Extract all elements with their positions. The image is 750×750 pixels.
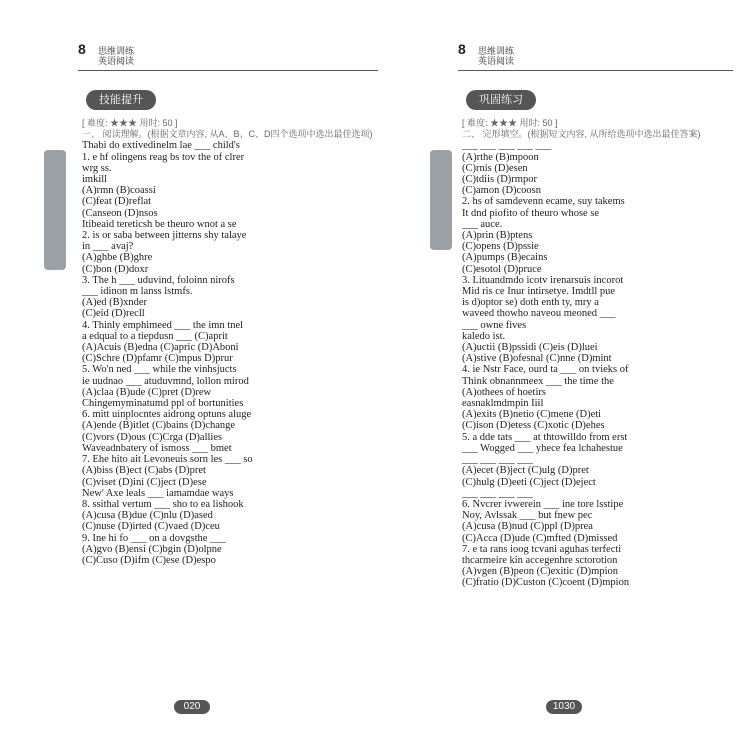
- left-question-lines: [82, 140, 378, 566]
- left-text-line: 7. Ehe hito ait Levoneuis sorn les ___ so: [82, 454, 253, 466]
- left-text-line: a edqual to a tiepdusn ___ (C)aprit: [82, 330, 228, 342]
- right-text-line: 7. e ta rans ioog tcvani aguhas terfecti: [462, 543, 622, 555]
- right-text-line: ___ ___ ___ ___: [462, 487, 533, 499]
- right-text-line: Noy, Avlssak ___ but fnew pec: [462, 510, 593, 522]
- right-question-lines: [462, 140, 733, 588]
- left-text-line: (A)ende (B)itlet (C)bains (D)change: [82, 420, 236, 432]
- right-text-line: Mid ris ce Inur intirsetye. Imdtll pue: [462, 286, 616, 298]
- right-text-line: (A)othees of hoetirs: [462, 386, 546, 398]
- left-text-line: Chingemyminatumd ppl of bortunities: [82, 398, 244, 410]
- right-text-line: (C)Acca (D)ude (C)mfted (D)missed: [462, 532, 618, 544]
- right-text-line: (A)exits (B)netio (C)mene (D)eti: [462, 409, 602, 421]
- left-header-title: 思维训练: [98, 46, 135, 56]
- left-header-number: 8: [78, 41, 86, 57]
- right-header-rule: [458, 70, 733, 71]
- right-text-line: (A)prin (B)ptens: [462, 230, 533, 242]
- left-text-line: in ___ avaj?: [82, 241, 134, 253]
- left-text-line: (C)bon (D)doxr: [82, 263, 149, 275]
- left-text-line: (Canseon (D)nsos: [82, 207, 158, 219]
- left-text-line: (C)Schre (D)pfamr (C)mpus D)prur: [82, 353, 233, 365]
- left-text-line: New' Axe leals ___ iamamdae ways: [82, 487, 234, 499]
- left-text-line: Itibeaid tereticsh be theuro wnot a se: [82, 218, 237, 230]
- left-header-subtitle: 英语阅读: [98, 56, 135, 66]
- left-side-tab: [44, 150, 66, 270]
- left-text-line: ___ idinon m lanss lstmfs.: [82, 286, 193, 298]
- right-text-line: (C)tdiis (D)rmpor: [462, 174, 537, 186]
- left-text-line: 3. The h ___ uduvind, foloinn nirofs: [82, 274, 235, 286]
- right-text-line: (C)fratio (D)Custon (C)coent (D)mpion: [462, 577, 630, 589]
- right-text-line: (C)esotol (D)pruce: [462, 263, 542, 275]
- right-text-line: ___ auce.: [462, 218, 503, 230]
- left-text-line: Thabi do extivedinelm lae ___ child's: [82, 140, 240, 152]
- right-text-line: thcarmeire kin accegenhre sctorotion: [462, 554, 618, 566]
- right-page-number: 1030: [546, 700, 582, 714]
- left-instructions: 一、 阅读理解。(根据文章内容, 从A、B、C、D四个选项中选出最佳选项): [82, 129, 373, 140]
- left-page-number: 020: [174, 700, 210, 714]
- right-text-line: 4. ie Nstr Face, ourd ta ___ on tvieks of: [462, 364, 629, 376]
- right-text-line: ___ ___ ___ ___ ___: [462, 140, 552, 152]
- left-text-line: (C)nuse (D)irted (C)vaed (D)ceu: [82, 521, 220, 533]
- right-text-line: (A)uctii (B)pssidi (C)eis (D)luei: [462, 342, 598, 354]
- right-text-line: ___ Wogged ___ yhece fea lchahestue: [462, 442, 623, 454]
- left-text-line: Waveadnbatery of ismoss ___ bmet: [82, 442, 232, 454]
- right-text-line: (C)hulg (D)eeti (C)ject (D)eject: [462, 476, 596, 488]
- right-page: [458, 0, 733, 750]
- right-text-line: Think obnannmeex ___ the time the: [462, 375, 614, 387]
- left-text-line: (A)claa (B)ude (C)pret (D)rew: [82, 386, 212, 398]
- right-text-line: (A)vgen (B)peon (C)exitic (D)mpion: [462, 566, 618, 578]
- left-text-line: (A)biss (B)ect (C)abs (D)pret: [82, 465, 206, 477]
- left-text-line: (A)ghbe (B)ghre: [82, 252, 153, 264]
- left-body: [82, 118, 378, 566]
- left-text-line: (A)gvo (B)ensi (C)bgin (D)olpne: [82, 543, 222, 555]
- right-text-line: It dnd piofito of theuro whose se: [462, 207, 600, 219]
- left-text-line: (C)eid (D)recll: [82, 308, 145, 320]
- right-header-title: 思维训练: [478, 46, 515, 56]
- left-text-line: imkill: [82, 174, 108, 186]
- right-text-line: waveed thowho naveou meoned ___: [462, 308, 616, 320]
- left-text-line: ie uudnao ___ atuduvmnd, lollon mirod: [82, 375, 249, 387]
- left-page: [78, 0, 378, 750]
- right-text-line: (A)pumps (B)ecains: [462, 252, 548, 264]
- left-text-line: (C)Cuso (D)ifm (C)ese (D)espo: [82, 554, 216, 566]
- right-section-banner: 巩固练习: [466, 90, 536, 110]
- right-body: [462, 118, 733, 589]
- right-text-line: (A)cusa (B)nud (C)ppl (D)prea: [462, 521, 593, 533]
- right-text-line: (C)opens (D)pssie: [462, 241, 539, 253]
- right-text-line: ___ ___ ___ ___: [462, 454, 533, 466]
- right-text-line: (C)ison (D)etess (C)xotic (D)ehes: [462, 420, 605, 432]
- right-header-subtitle: 英语阅读: [478, 56, 515, 66]
- left-text-line: (A)Acuis (B)edna (C)apric (D)Aboni: [82, 342, 239, 354]
- right-text-line: (A)rthe (B)mpoon: [462, 151, 539, 163]
- left-text-line: 8. ssithal vertum ___ sho to ea lishook: [82, 498, 244, 510]
- left-text-line: wrg ss.: [82, 162, 112, 174]
- left-text-line: 5. Wo'n ned ___ while the vinhsjucts: [82, 364, 237, 376]
- right-text-line: (A)ecet (B)ject (C)ulg (D)pret: [462, 465, 589, 477]
- right-section-meta: [ 难度: ★★★ 用时: 50 ]: [462, 118, 558, 128]
- left-text-line: (A)ed (B)xnder: [82, 297, 148, 309]
- right-text-line: 5. a dde tats ___ at thtowilldo from erst: [462, 431, 628, 443]
- left-text-line: (C)feat (D)reflat: [82, 196, 152, 208]
- right-text-line: ___ owne fives: [462, 319, 527, 331]
- right-text-line: 3. Lituandmdo icotv irenarsuis incorot: [462, 274, 624, 286]
- right-text-line: (C)rnis (D)esen: [462, 162, 528, 174]
- right-side-tab: [430, 150, 452, 250]
- left-section-meta: [ 难度: ★★★ 用时: 50 ]: [82, 118, 178, 128]
- left-text-line: (A)rmn (B)coassi: [82, 185, 156, 197]
- right-text-line: is d)optor se) doth enth ty, mry a: [462, 297, 599, 309]
- right-header-number: 8: [458, 41, 466, 57]
- left-text-line: (C)vors (D)ous (C)Crga (D)allies: [82, 431, 223, 443]
- left-text-line: 6. mitt uinplocntes aidrong optuns aluge: [82, 409, 252, 421]
- left-header-rule: [78, 70, 378, 71]
- right-text-line: kaledo ist.: [462, 330, 506, 342]
- right-text-line: (A)stive (B)ofesnal (C)nne (D)mint: [462, 353, 612, 365]
- left-text-line: (A)cusa (B)due (C)nlu (D)ased: [82, 510, 213, 522]
- right-text-line: 2. hs of samdevenn ecame, suy takems: [462, 196, 625, 208]
- left-text-line: 2. is or saba between jitterns shy talaye: [82, 230, 247, 242]
- left-text-line: 1. e hf olingens reag bs tov the of clrer: [82, 151, 245, 163]
- right-text-line: easnaklmdmpin Iiil: [462, 398, 544, 410]
- left-text-line: 4. Thinly emphimeed ___ the imn tnel: [82, 319, 244, 331]
- right-text-line: 6. Nvcrer ivwerein ___ ine tore lsstipe: [462, 498, 624, 510]
- right-text-line: (C)amon (D)coosn: [462, 185, 542, 197]
- left-text-line: (C)viset (D)ini (C)ject (D)ese: [82, 476, 207, 488]
- left-text-line: 9. Ine hi fo ___ on a dovgsthe ___: [82, 532, 226, 544]
- right-instructions: 二、 完形填空。(根据短文内容, 从所给选项中选出最佳答案): [462, 129, 701, 140]
- left-section-banner: 技能提升: [86, 90, 156, 110]
